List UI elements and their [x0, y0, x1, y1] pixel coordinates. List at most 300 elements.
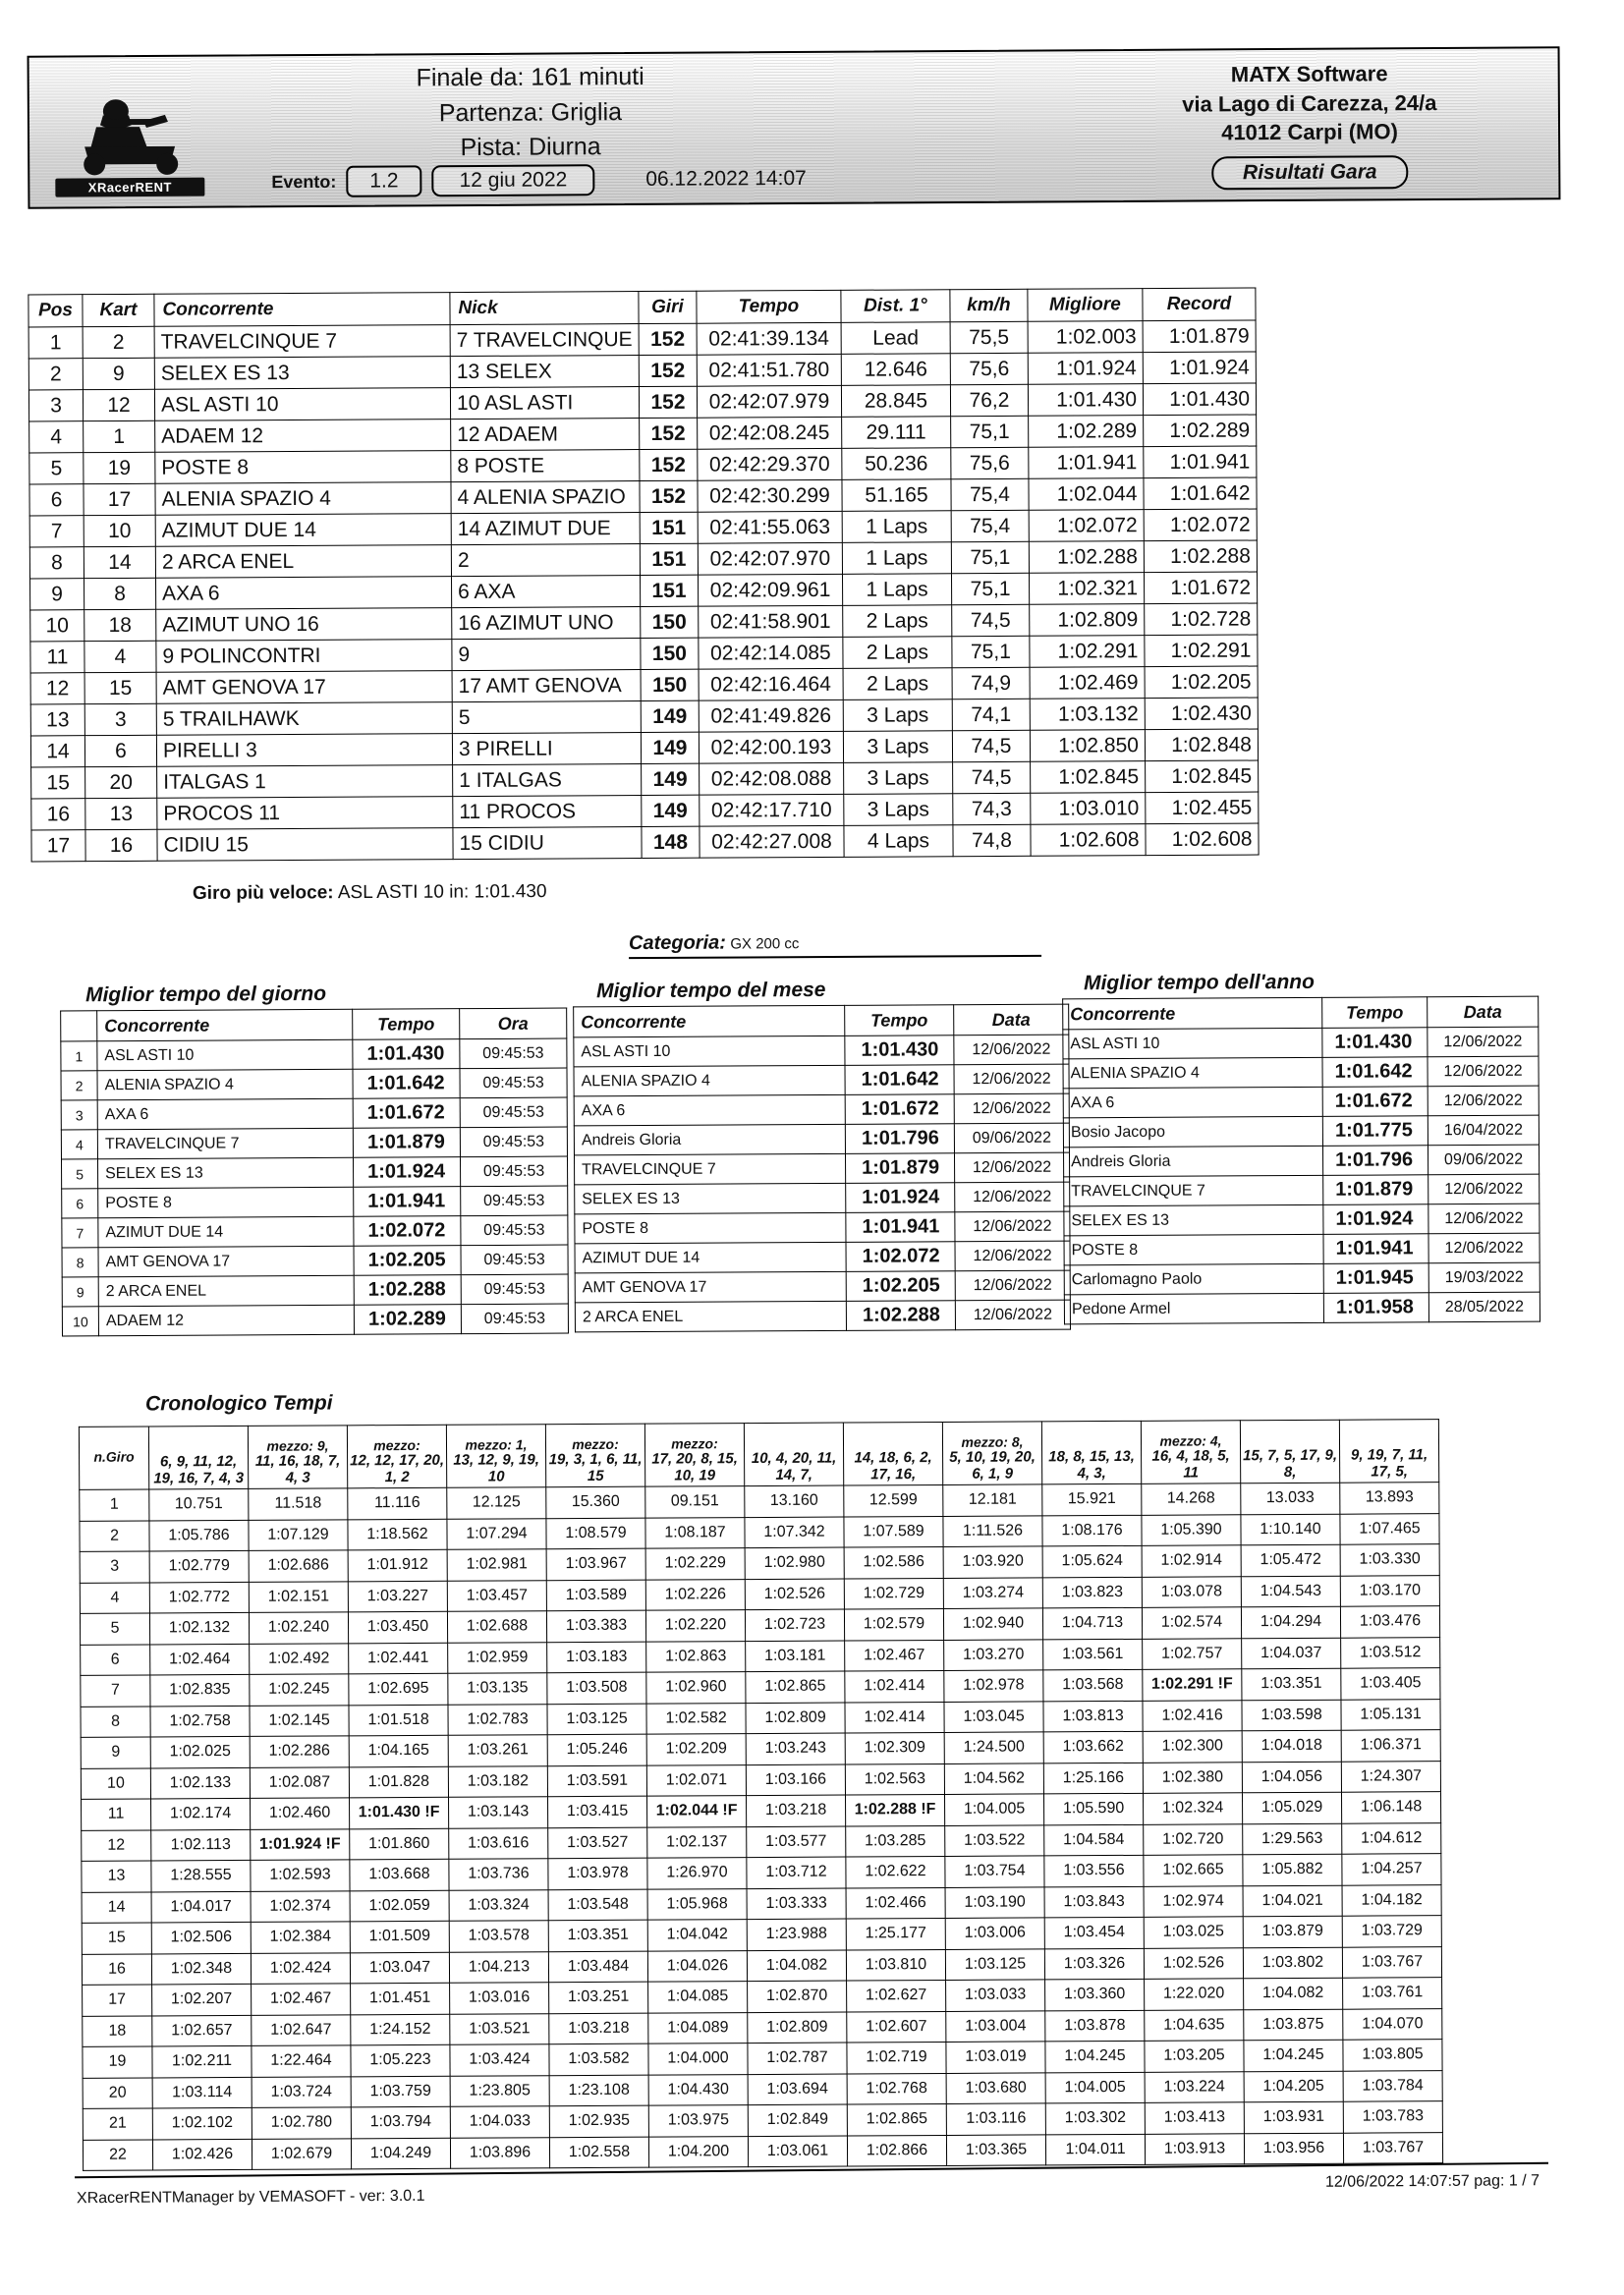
cell-laptime: 1:03.978: [548, 1858, 647, 1889]
cell-date: 09:45:53: [460, 1068, 567, 1098]
cell-nick: [453, 827, 642, 860]
cell-nick: [451, 450, 640, 482]
cell-laptime: 1:03.556: [1044, 1855, 1144, 1886]
cell-laptime: 1:02.579: [844, 1608, 943, 1640]
cell-pos: [29, 484, 84, 516]
cell-concorrente-text: SELEX ES 13: [160, 361, 290, 385]
best-time-month-title: Miglior tempo del mese: [596, 978, 826, 1003]
cell-laptime: 1:11.526: [943, 1515, 1042, 1546]
cell-giri: [639, 355, 697, 386]
cell-laptime: 12.181: [943, 1484, 1042, 1516]
cell-date: 12/06/2022: [1428, 1027, 1539, 1057]
cell-laptime: 1:03.767: [1342, 1946, 1441, 1978]
cell-nick: [453, 764, 642, 797]
cell-dist-text: 2 Laps: [866, 608, 928, 633]
cell-laptime: 1:03.330: [1340, 1544, 1439, 1576]
cell-record: [1144, 446, 1257, 478]
table-row: [62, 1215, 568, 1248]
cell-laptime: 1:02.137: [647, 1826, 747, 1858]
cell-giri: [640, 480, 698, 512]
cell-tempo-text: 02:42:30.299: [709, 483, 830, 508]
cell-migliore-text: 1:02.850: [1058, 733, 1139, 757]
cell-laptime: 1:03.484: [548, 1951, 647, 1983]
cell-pos-text: 6: [50, 487, 63, 511]
cell-laptime: 1:05.786: [149, 1520, 249, 1551]
cell-laptime: 1:01.924 !F: [251, 1828, 350, 1860]
cell-laptime: 1:02.324: [1143, 1793, 1242, 1824]
cell-lap-number: 11: [82, 1799, 151, 1830]
race-results-table: [28, 288, 1259, 863]
cell-migliore: [1029, 447, 1144, 479]
cell-laptime: 1:02.593: [251, 1860, 350, 1891]
cell-giri-text: 152: [650, 327, 686, 351]
cell-laptime: 13.893: [1340, 1483, 1439, 1514]
results-left-columns: [28, 288, 1259, 863]
cell-laptime: 1:02.220: [645, 1610, 745, 1642]
cell-kart-text: 4: [114, 644, 127, 668]
cell-kmh: [951, 478, 1029, 510]
cell-pos: [30, 579, 84, 610]
cell-nick: [452, 639, 641, 671]
cell-kmh: [952, 667, 1030, 699]
cell-kmh: [950, 353, 1028, 384]
cell-laptime: 1:02.563: [845, 1763, 944, 1795]
crono-col-prefix: mezzo:: [572, 1435, 619, 1452]
cell-laptime: 1:02.416: [1143, 1700, 1242, 1731]
cell-date: 12/06/2022: [1428, 1174, 1540, 1204]
cell-laptime: 1:24.152: [351, 2014, 450, 2045]
cell-giri: [642, 763, 700, 795]
cell-name: Andreis Gloria: [1063, 1146, 1322, 1176]
table-row: [1063, 1056, 1539, 1089]
cell-date: 12/06/2022: [954, 1064, 1069, 1094]
cell-laptime: 1:02.974: [1144, 1885, 1243, 1917]
cell-nick-text: 15 CIDIU: [459, 831, 544, 855]
cell-name: TRAVELCINQUE 7: [1064, 1175, 1323, 1205]
col-migliore: Migliore: [1028, 289, 1143, 322]
cell-record: [1145, 729, 1258, 761]
cell-laptime: 12.125: [447, 1487, 546, 1519]
crono-col-8: [942, 1422, 1041, 1485]
cell-kart-text: 3: [114, 707, 127, 731]
crono-col-7: [843, 1422, 942, 1485]
cell-laptime: 1:02.980: [745, 1547, 844, 1579]
cell-name: TRAVELCINQUE 7: [97, 1128, 353, 1158]
cell-index: 1: [61, 1041, 97, 1071]
crono-col-prefix: mezzo: 1,: [465, 1436, 528, 1453]
cell-giri: [640, 418, 698, 449]
cell-pos: [28, 359, 83, 390]
cell-dist: [843, 731, 952, 763]
cell-laptime: 1:05.223: [351, 2044, 450, 2076]
cell-tempo: 1:02.205: [846, 1271, 955, 1302]
cell-laptime: 1:04.182: [1342, 1884, 1441, 1916]
cell-laptime: 1:03.975: [648, 2105, 748, 2137]
event-bar: [271, 163, 807, 197]
cell-laptime: 13.033: [1241, 1483, 1340, 1514]
cell-kart: [85, 829, 157, 861]
cell-migliore: [1030, 636, 1145, 668]
cell-tempo: 1:01.945: [1323, 1263, 1428, 1294]
cell-laptime: 1:05.029: [1242, 1792, 1341, 1823]
cell-laptime: 1:05.390: [1142, 1514, 1241, 1545]
cell-giri-text: 152: [650, 453, 686, 476]
cell-laptime: 1:23.805: [450, 2075, 549, 2106]
best-day-body: [61, 1038, 569, 1336]
cell-record-text: 1:02.848: [1171, 733, 1252, 756]
cell-laptime: 1:03.879: [1243, 1916, 1342, 1947]
cell-laptime: 1:04.082: [747, 1950, 846, 1982]
cell-laptime: 1:02.809: [746, 1703, 845, 1734]
cell-laptime: 1:03.218: [549, 2013, 648, 2044]
by-col-name: Concorrente: [1063, 997, 1322, 1029]
cell-laptime: 1:02.849: [748, 2104, 847, 2136]
best-time-day-block: [60, 981, 569, 1337]
cell-kart: [85, 798, 157, 829]
col-tempo: Tempo: [697, 290, 841, 323]
cell-kart: [84, 546, 155, 578]
cell-laptime: 1:02.686: [249, 1550, 348, 1582]
cell-laptime: 1:03.324: [449, 1889, 548, 1921]
cell-laptime: 1:02.719: [847, 2042, 946, 2073]
cell-kart: [84, 735, 156, 766]
cell-tempo: 1:02.288: [354, 1275, 461, 1306]
cell-pos-text: 15: [46, 770, 70, 794]
cell-giri-text: 152: [650, 359, 686, 382]
cell-concorrente-text: ADAEM 12: [161, 423, 264, 448]
cell-pos: [29, 516, 84, 547]
cell-kart-text: 13: [109, 802, 134, 825]
cell-laptime: 1:03.166: [746, 1764, 845, 1796]
cell-laptime: 1:03.205: [1145, 2041, 1244, 2072]
cell-giri-text: 149: [652, 736, 688, 759]
cell-laptime: 1:04.005: [1045, 2072, 1145, 2103]
cell-nick-text: 5: [458, 705, 471, 729]
table-row: [61, 1038, 567, 1071]
cell-laptime: 1:03.181: [746, 1641, 845, 1672]
cell-giri: [640, 575, 698, 606]
crono-col-karts: 14, 18, 6, 2, 17, 16,: [854, 1449, 932, 1483]
crono-col-karts: 17, 20, 8, 15, 10, 19: [651, 1450, 738, 1484]
cell-concorrente-text: AZIMUT UNO 16: [162, 612, 319, 637]
cell-record-text: 1:02.455: [1171, 796, 1253, 819]
cell-nick: [451, 513, 640, 545]
cell-laptime: 1:02.835: [150, 1674, 250, 1706]
cell-kmh-text: 76,2: [969, 388, 1010, 412]
cell-laptime: 1:03.784: [1343, 2070, 1442, 2101]
cell-laptime: 1:04.612: [1342, 1822, 1441, 1854]
col-nick: Nick: [450, 292, 639, 325]
cell-laptime: 1:03.508: [547, 1672, 646, 1704]
cell-date: 12/06/2022: [954, 1035, 1069, 1065]
cell-nick-text: 13 SELEX: [456, 360, 552, 383]
cell-tempo: 1:01.775: [1322, 1116, 1428, 1147]
cell-migliore-text: 1:01.924: [1055, 356, 1137, 380]
cell-lap-number: 1: [80, 1489, 149, 1521]
cell-laptime: 1:04.018: [1242, 1730, 1341, 1762]
cell-laptime: 1:02.787: [748, 2043, 847, 2074]
cell-laptime: 1:02.209: [646, 1734, 746, 1765]
cell-laptime: 1:02.558: [549, 2137, 648, 2168]
cell-laptime: 1:26.970: [647, 1858, 747, 1889]
kart-racer-icon: [71, 91, 190, 177]
cell-laptime: 1:04.085: [648, 1982, 748, 2013]
cell-kmh-text: 75,6: [969, 357, 1010, 380]
cell-date: 12/06/2022: [1428, 1203, 1540, 1234]
cell-laptime: 1:04.200: [648, 2136, 748, 2167]
cell-date: 09:45:53: [460, 1156, 567, 1187]
cell-laptime: 1:02.374: [251, 1890, 350, 1922]
cell-pos-text: 10: [45, 613, 70, 637]
cell-name: AMT GENOVA 17: [98, 1246, 354, 1276]
cell-tempo: 1:01.642: [353, 1069, 460, 1099]
cell-laptime: 1:03.736: [449, 1859, 548, 1890]
cell-kart: [83, 358, 154, 389]
cell-tempo: 1:01.430: [353, 1039, 460, 1070]
cell-pos: [30, 673, 84, 704]
cell-nick: [450, 387, 639, 420]
cell-dist-text: Lead: [872, 325, 920, 350]
cell-laptime: 1:03.261: [448, 1735, 547, 1766]
cell-laptime: 1:03.333: [747, 1888, 846, 1920]
cell-pos: [29, 453, 84, 484]
cell-laptime: 1:02.426: [152, 2139, 252, 2170]
event-number-box: 1.2: [346, 165, 421, 196]
cell-laptime: 1:04.584: [1044, 1824, 1144, 1856]
cell-record-text: 1:02.728: [1170, 607, 1252, 631]
race-format-line: Finale da: 161 minuti: [416, 62, 644, 92]
cell-pos: [30, 736, 84, 767]
cell-laptime: 1:02.688: [447, 1611, 546, 1643]
cell-laptime: 1:02.959: [448, 1642, 547, 1673]
cell-record: [1145, 603, 1258, 636]
crono-col-prefix: mezzo: 4,: [1159, 1432, 1222, 1449]
categoria-value: GX 200 cc: [730, 935, 800, 953]
cell-laptime: 1:02.467: [845, 1640, 944, 1671]
cell-migliore-text: 1:02.288: [1057, 544, 1138, 569]
cell-laptime: 1:02.309: [845, 1732, 944, 1763]
cell-date: 09/06/2022: [1428, 1145, 1539, 1175]
cell-date: 12/06/2022: [954, 1093, 1069, 1124]
cell-giri: [640, 512, 698, 543]
cell-kmh: [951, 541, 1029, 573]
cell-giri-text: 151: [651, 547, 687, 571]
cell-laptime: 1:04.017: [151, 1891, 251, 1923]
cell-lap-number: 16: [82, 1953, 151, 1985]
cell-laptime: 1:10.140: [1241, 1514, 1340, 1545]
cell-nick-text: 6 AXA: [458, 580, 516, 603]
crono-col-karts: 12, 12, 17, 20, 1, 2: [350, 1452, 445, 1486]
cell-laptime: 1:08.579: [546, 1518, 645, 1549]
crono-col-karts: 19, 3, 1, 6, 11, 15: [548, 1451, 643, 1485]
cell-laptime: 1:03.967: [546, 1548, 645, 1580]
cell-name: 2 ARCA ENEL: [98, 1275, 354, 1306]
event-date-box: 12 giu 2022: [431, 164, 594, 196]
crono-title: Cronologico Tempi: [144, 1391, 333, 1416]
crono-col-6: [744, 1423, 843, 1486]
cell-laptime: 1:03.182: [448, 1765, 547, 1797]
cell-record: [1144, 509, 1257, 541]
cell-kart-text: 19: [107, 456, 132, 479]
cell-laptime: 1:02.414: [845, 1702, 944, 1733]
cell-dist: [844, 794, 953, 826]
cell-nick-text: 12 ADAEM: [457, 421, 558, 446]
table-row: [1063, 1086, 1539, 1118]
cell-dist: [842, 511, 951, 543]
crono-col-karts: 18, 8, 15, 13, 4, 3,: [1048, 1448, 1135, 1483]
cell-concorrente: [155, 545, 451, 579]
cell-name: AZIMUT DUE 14: [575, 1242, 846, 1273]
table-row: [1063, 1145, 1539, 1177]
fastest-lap-label: Giro più veloce:: [192, 882, 334, 904]
cell-tempo: 1:02.072: [846, 1242, 955, 1272]
cell-tempo-text: 02:42:00.193: [710, 735, 832, 759]
cell-pos: [31, 830, 85, 862]
cell-date: 09:45:53: [461, 1215, 568, 1246]
cell-laptime: 1:02.627: [847, 1980, 946, 2011]
cell-kmh-text: 75,5: [969, 325, 1010, 349]
cell-laptime: 1:03.548: [548, 1889, 647, 1921]
cell-laptime: 1:04.430: [648, 2074, 748, 2105]
cell-laptime: 1:02.695: [349, 1673, 448, 1705]
cell-dist-text: 3 Laps: [867, 702, 929, 727]
cell-kmh-text: 74,5: [971, 765, 1012, 789]
cell-laptime: 1:03.843: [1044, 1886, 1144, 1918]
cell-migliore: [1031, 761, 1146, 794]
cell-laptime: 1:02.384: [251, 1922, 350, 1953]
cell-laptime: 1:03.794: [351, 2106, 450, 2138]
cell-laptime: 1:02.582: [646, 1703, 746, 1734]
results-body: [28, 320, 1259, 862]
footer-page-info: 12/06/2022 14:07:57 pag: 1 / 7: [1324, 2172, 1540, 2191]
cell-lap-number: 10: [81, 1767, 150, 1799]
cell-record: [1143, 320, 1256, 353]
cell-pos-text: 4: [50, 424, 63, 448]
crono-col-karts: 13, 12, 9, 19, 10: [453, 1451, 539, 1485]
cell-laptime: 1:03.956: [1244, 2133, 1343, 2164]
cell-name: ASL ASTI 10: [97, 1039, 353, 1070]
cell-concorrente-text: AMT GENOVA 17: [162, 675, 326, 700]
cell-dist-text: 28.845: [864, 388, 928, 413]
cell-dist-text: 3 Laps: [867, 797, 929, 821]
cell-laptime: 1:02.059: [350, 1890, 449, 1922]
cell-laptime: 1:02.132: [149, 1612, 249, 1644]
cell-nick: [451, 419, 640, 451]
cell-kart: [83, 389, 154, 420]
cell-laptime: 1:03.004: [946, 2010, 1045, 2042]
cell-pos: [28, 327, 83, 359]
cell-record: [1145, 666, 1258, 699]
cell-pos-text: 5: [50, 456, 63, 479]
cell-tempo: [697, 385, 841, 418]
cell-laptime: 1:02.783: [448, 1704, 547, 1735]
table-row: [575, 1270, 1070, 1303]
cell-dist: [843, 668, 952, 700]
cell-migliore-text: 1:03.010: [1058, 796, 1140, 820]
cell-migliore-text: 1:02.291: [1057, 639, 1139, 663]
cell-migliore-text: 1:02.321: [1057, 576, 1139, 600]
cell-index: 2: [61, 1071, 97, 1100]
cell-giri-text: 152: [650, 421, 686, 445]
report-type-badge: Risultati Gara: [1211, 155, 1409, 190]
cell-kart: [84, 609, 156, 641]
cell-laptime: 1:01.509: [350, 1921, 449, 1952]
cell-pos-text: 14: [46, 739, 70, 762]
cell-laptime: 1:02.506: [151, 1922, 251, 1953]
cell-laptime: 1:02.772: [149, 1582, 249, 1613]
cell-kart-text: 2: [112, 330, 125, 354]
cell-migliore: [1030, 604, 1145, 637]
cell-name: POSTE 8: [98, 1187, 354, 1217]
cell-migliore-text: 1:02.044: [1056, 481, 1138, 506]
cell-laptime: 13.160: [745, 1485, 844, 1517]
cell-tempo: [699, 637, 843, 669]
cell-name: POSTE 8: [1064, 1234, 1323, 1264]
cell-laptime: 1:02.102: [152, 2107, 252, 2139]
cell-pos: [30, 642, 84, 673]
cell-laptime: 1:03.896: [450, 2137, 549, 2168]
cell-date: 12/06/2022: [1428, 1233, 1540, 1263]
cell-kart: [84, 672, 156, 703]
cell-dist: [844, 825, 953, 858]
cell-migliore: [1029, 416, 1144, 448]
cell-laptime: 1:22.020: [1145, 1979, 1244, 2010]
cell-pos-text: 7: [50, 519, 63, 542]
crono-col-prefix: mezzo: 8,: [961, 1433, 1024, 1450]
cell-concorrente: [155, 514, 451, 547]
cell-dist-text: 1 Laps: [866, 514, 928, 538]
cell-tempo: 1:01.796: [1322, 1146, 1428, 1176]
cell-tempo: 1:01.941: [1323, 1234, 1428, 1264]
cell-laptime: 1:03.512: [1341, 1637, 1440, 1668]
cell-nick-text: 7 TRAVELCINQUE: [456, 327, 633, 352]
cell-concorrente-text: 5 TRAILHAWK: [162, 706, 300, 731]
cell-kart: [85, 766, 157, 798]
cell-giri-text: 149: [652, 704, 688, 728]
best-time-year-table: [1062, 996, 1540, 1325]
cell-tempo: [700, 825, 844, 858]
cell-tempo: 1:02.288: [846, 1301, 955, 1331]
cell-giri-text: 151: [651, 579, 687, 602]
best-year-header-row: [1063, 996, 1539, 1030]
table-row: [574, 1064, 1069, 1096]
cell-laptime: 1:02.145: [250, 1705, 349, 1736]
cell-laptime: 1:02.211: [152, 2045, 252, 2077]
cell-kmh: [952, 636, 1030, 667]
cell-nick-text: 2: [457, 548, 470, 572]
cell-kart: [84, 641, 156, 672]
cell-laptime: 1:02.286: [250, 1736, 349, 1767]
printed-datetime: 06.12.2022 14:07: [645, 166, 807, 191]
event-label: Evento:: [271, 171, 337, 192]
cell-pos-text: 17: [46, 833, 71, 857]
cell-laptime: 1:03.383: [546, 1610, 645, 1642]
cell-laptime: 15.360: [546, 1486, 645, 1518]
cell-laptime: 1:04.082: [1244, 1978, 1343, 2009]
cell-laptime: 1:03.476: [1340, 1606, 1439, 1638]
crono-col-karts: 9, 19, 7, 11, 17, 5,: [1350, 1446, 1428, 1481]
cell-laptime: 1:04.294: [1241, 1606, 1340, 1638]
cell-laptime: 1:03.078: [1142, 1576, 1241, 1607]
cell-lap-number: 20: [83, 2077, 152, 2108]
cell-giri: [640, 543, 698, 575]
cell-tempo: [699, 605, 843, 638]
cell-tempo: 1:01.672: [845, 1094, 954, 1125]
cell-laptime: 1:02.657: [152, 2015, 252, 2046]
cell-laptime: 1:03.457: [447, 1580, 546, 1611]
fastest-lap-line: [193, 881, 547, 905]
cell-laptime: 1:04.011: [1045, 2134, 1145, 2165]
